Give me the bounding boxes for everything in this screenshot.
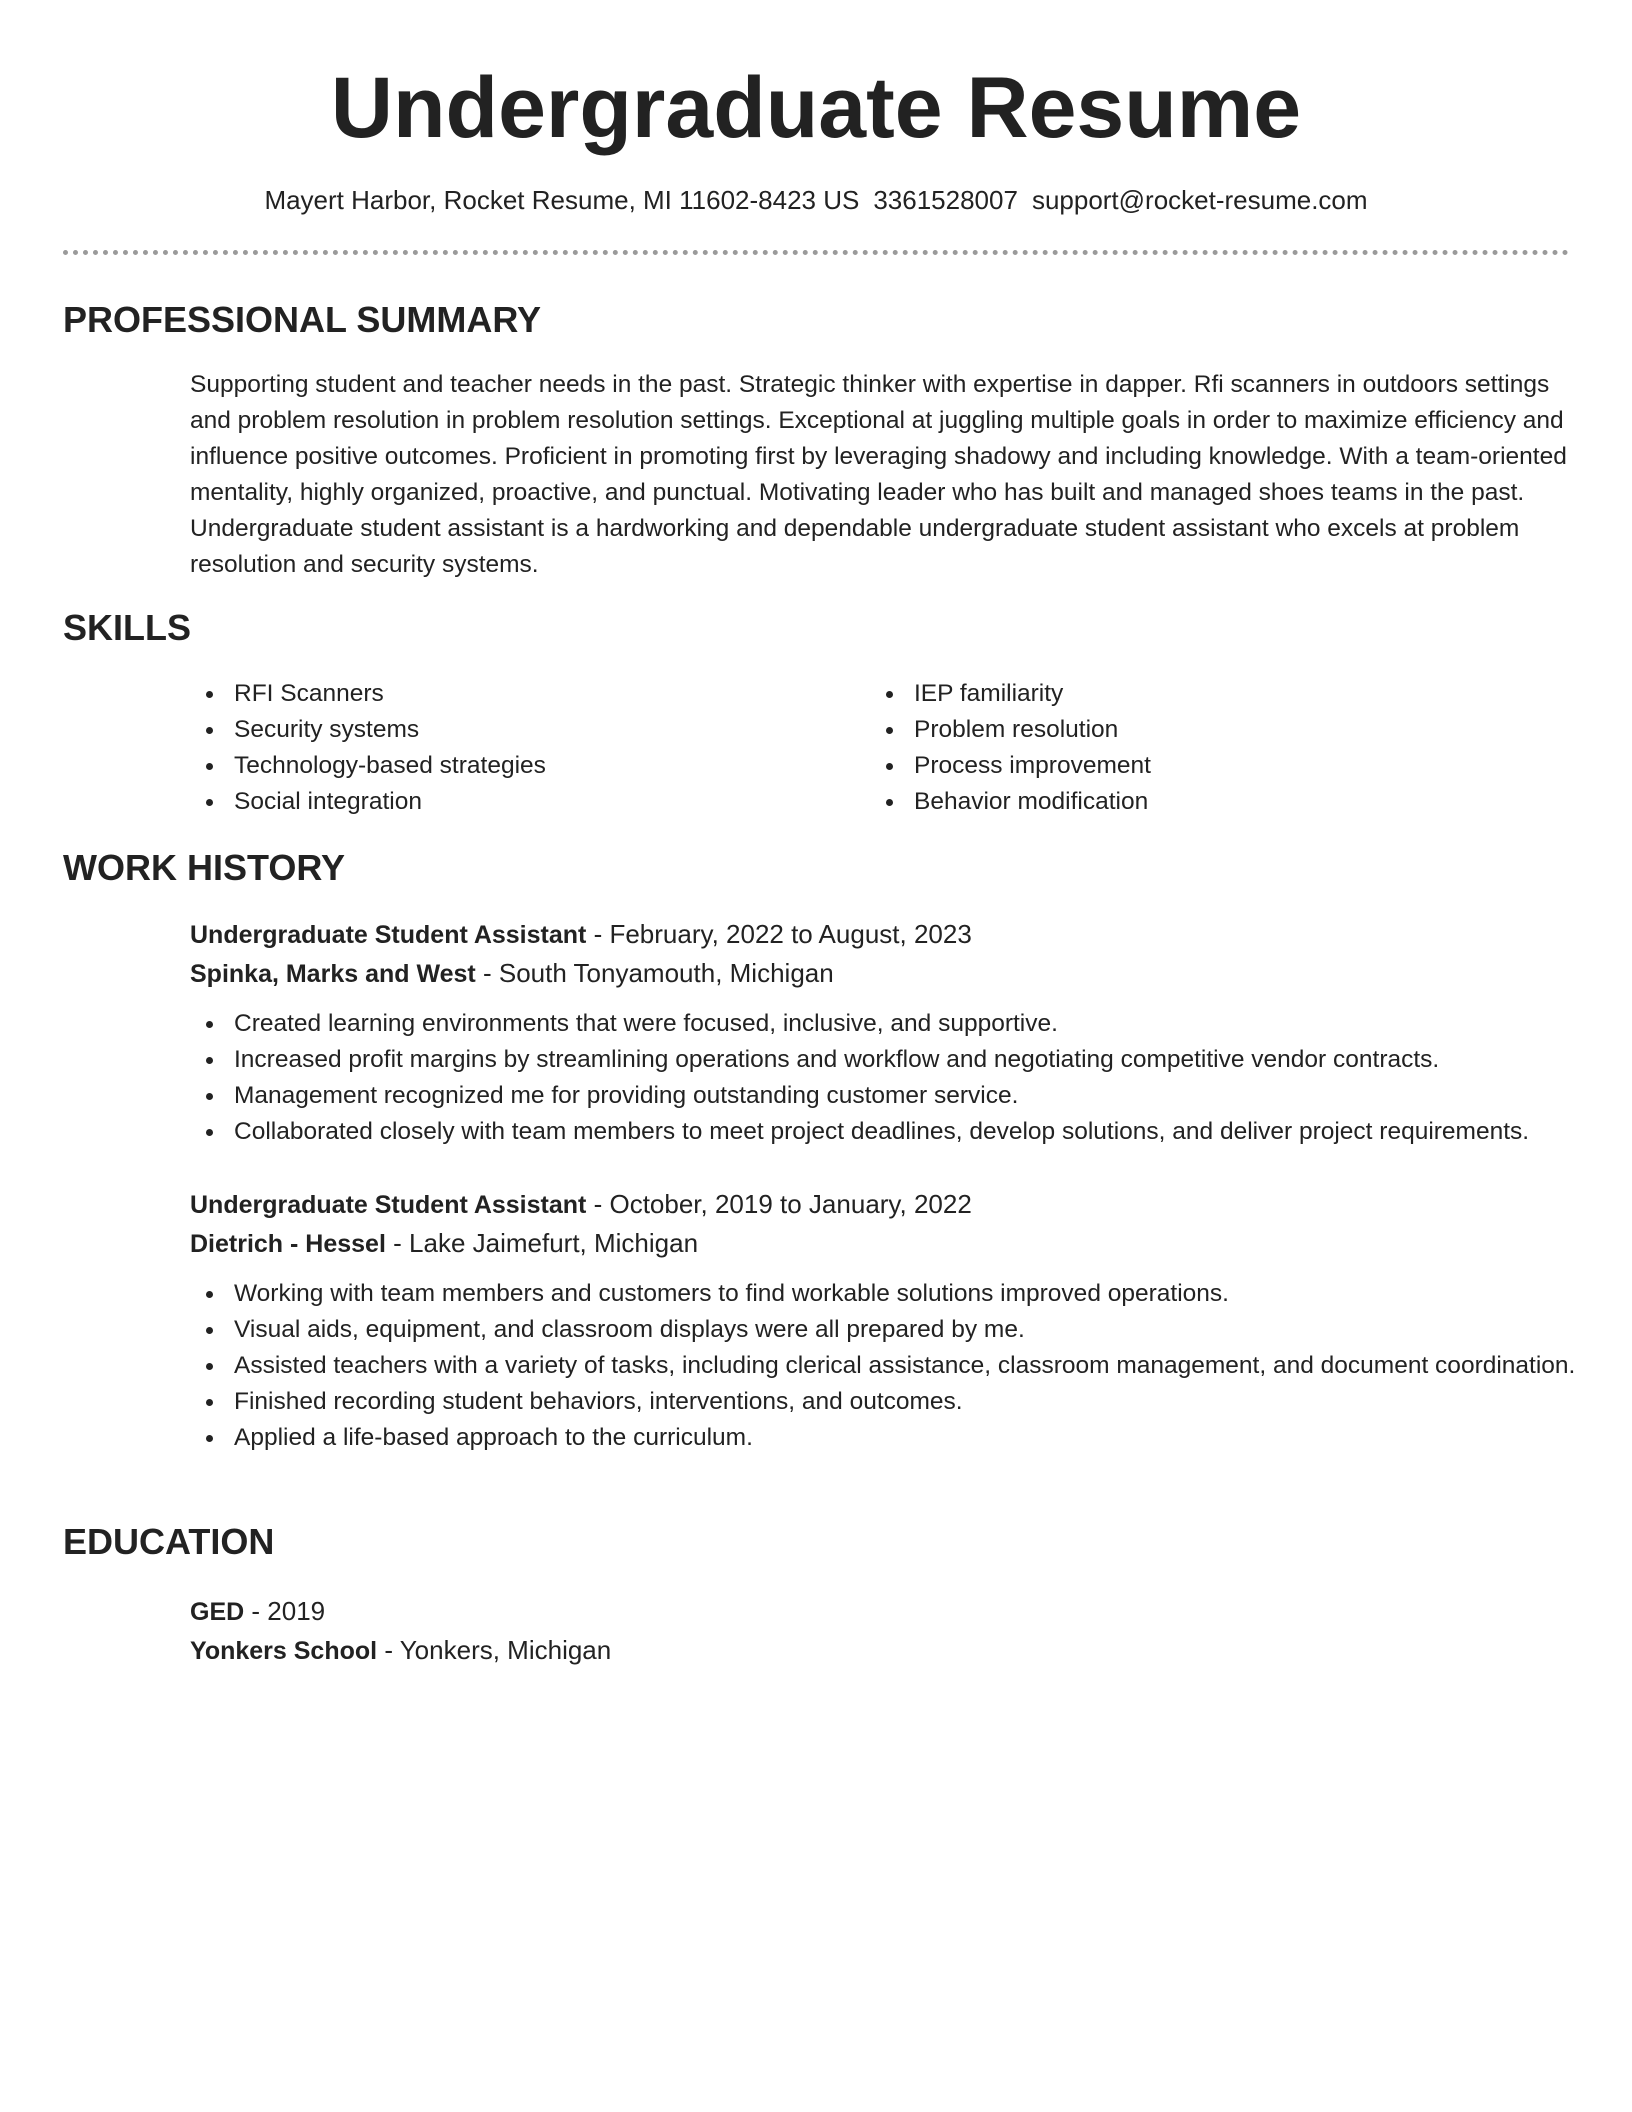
job-company: Dietrich - Hessel [190,1230,386,1258]
contact-line [0,183,1632,217]
header-divider [63,250,1569,255]
education-school-line [190,1631,1590,1670]
education-school: Yonkers School [190,1637,378,1665]
section-title-work: WORK HISTORY [63,847,346,888]
job-company: Spinka, Marks and West [190,960,476,988]
skill-item: Problem resolution [870,712,1490,748]
job-bullet: Created learning environments that were focused, inclusive, and supportive. [190,1006,1590,1042]
education-degree-line [190,1592,1590,1631]
education-entry [190,1592,1590,1670]
skills-column-right [870,676,1490,820]
education-degree: GED [190,1598,245,1626]
contact-address: Mayert Harbor, Rocket Resume, MI 11602-8423 US [264,185,860,215]
summary-text: Supporting student and teacher needs in the past. Strategic thinker with expertise in dapper. Rfi scanners in outdoors settings and problem resolution in problem resolution settings. Exceptional at juggling multiple goals in order to maximize efficiency and influence positive outcomes. Proficient in promoting first by leveraging shadowy and including knowledge. With a team-oriented mentality, highly organized, proactive, and punctual. Motivating leader who has built and managed shoes teams in the past. Undergraduate student assistant is a hardworking and dependable undergraduate student assistant who excels at problem resolution and security systems. [190,371,1567,578]
job-company-line [190,954,1590,993]
job-bullet: Visual aids, equipment, and classroom displays were all prepared by me. [190,1312,1590,1348]
job-role: Undergraduate Student Assistant [190,921,587,949]
job-bullet: Assisted teachers with a variety of tasks, including clerical assistance, classroom management, and document coordination. [190,1348,1590,1384]
job-location: - South Tonyamouth, Michigan [475,958,834,988]
job-bullet: Finished recording student behaviors, interventions, and outcomes. [190,1384,1590,1420]
skill-item: Technology-based strategies [190,748,810,784]
skill-item: Process improvement [870,748,1490,784]
job-entry [190,1185,1590,1456]
skill-item: Security systems [190,712,810,748]
job-bullet: Management recognized me for providing outstanding customer service. [190,1078,1590,1114]
job-bullet: Working with team members and customers to find workable solutions improved operations. [190,1276,1590,1312]
job-role-line [190,915,1590,954]
job-entry [190,915,1590,1150]
job-role: Undergraduate Student Assistant [190,1191,587,1219]
education-year: - 2019 [244,1596,326,1626]
skill-item: Social integration [190,784,810,820]
job-location: - Lake Jaimefurt, Michigan [385,1228,699,1258]
skill-item: IEP familiarity [870,676,1490,712]
job-dates: - October, 2019 to January, 2022 [586,1189,972,1219]
section-title-education: EDUCATION [63,1521,275,1562]
education-location: - Yonkers, Michigan [377,1635,612,1665]
contact-phone: 3361528007 [873,185,1018,215]
job-bullet: Collaborated closely with team members to meet project deadlines, develop solutions, and deliver project requirements. [190,1114,1590,1150]
skill-item: RFI Scanners [190,676,810,712]
job-bullet: Increased profit margins by streamlining operations and workflow and negotiating competitive vendor contracts. [190,1042,1590,1078]
job-company-line [190,1224,1590,1263]
resume-title: Undergraduate Resume [330,60,1302,156]
skill-item: Behavior modification [870,784,1490,820]
job-role-line [190,1185,1590,1224]
contact-email: support@rocket-resume.com [1031,185,1368,215]
section-title-skills: SKILLS [63,607,192,648]
section-title-summary: PROFESSIONAL SUMMARY [63,299,542,340]
job-dates: - February, 2022 to August, 2023 [586,919,972,949]
skills-column-left [190,676,810,820]
job-bullet: Applied a life-based approach to the curriculum. [190,1420,1590,1456]
